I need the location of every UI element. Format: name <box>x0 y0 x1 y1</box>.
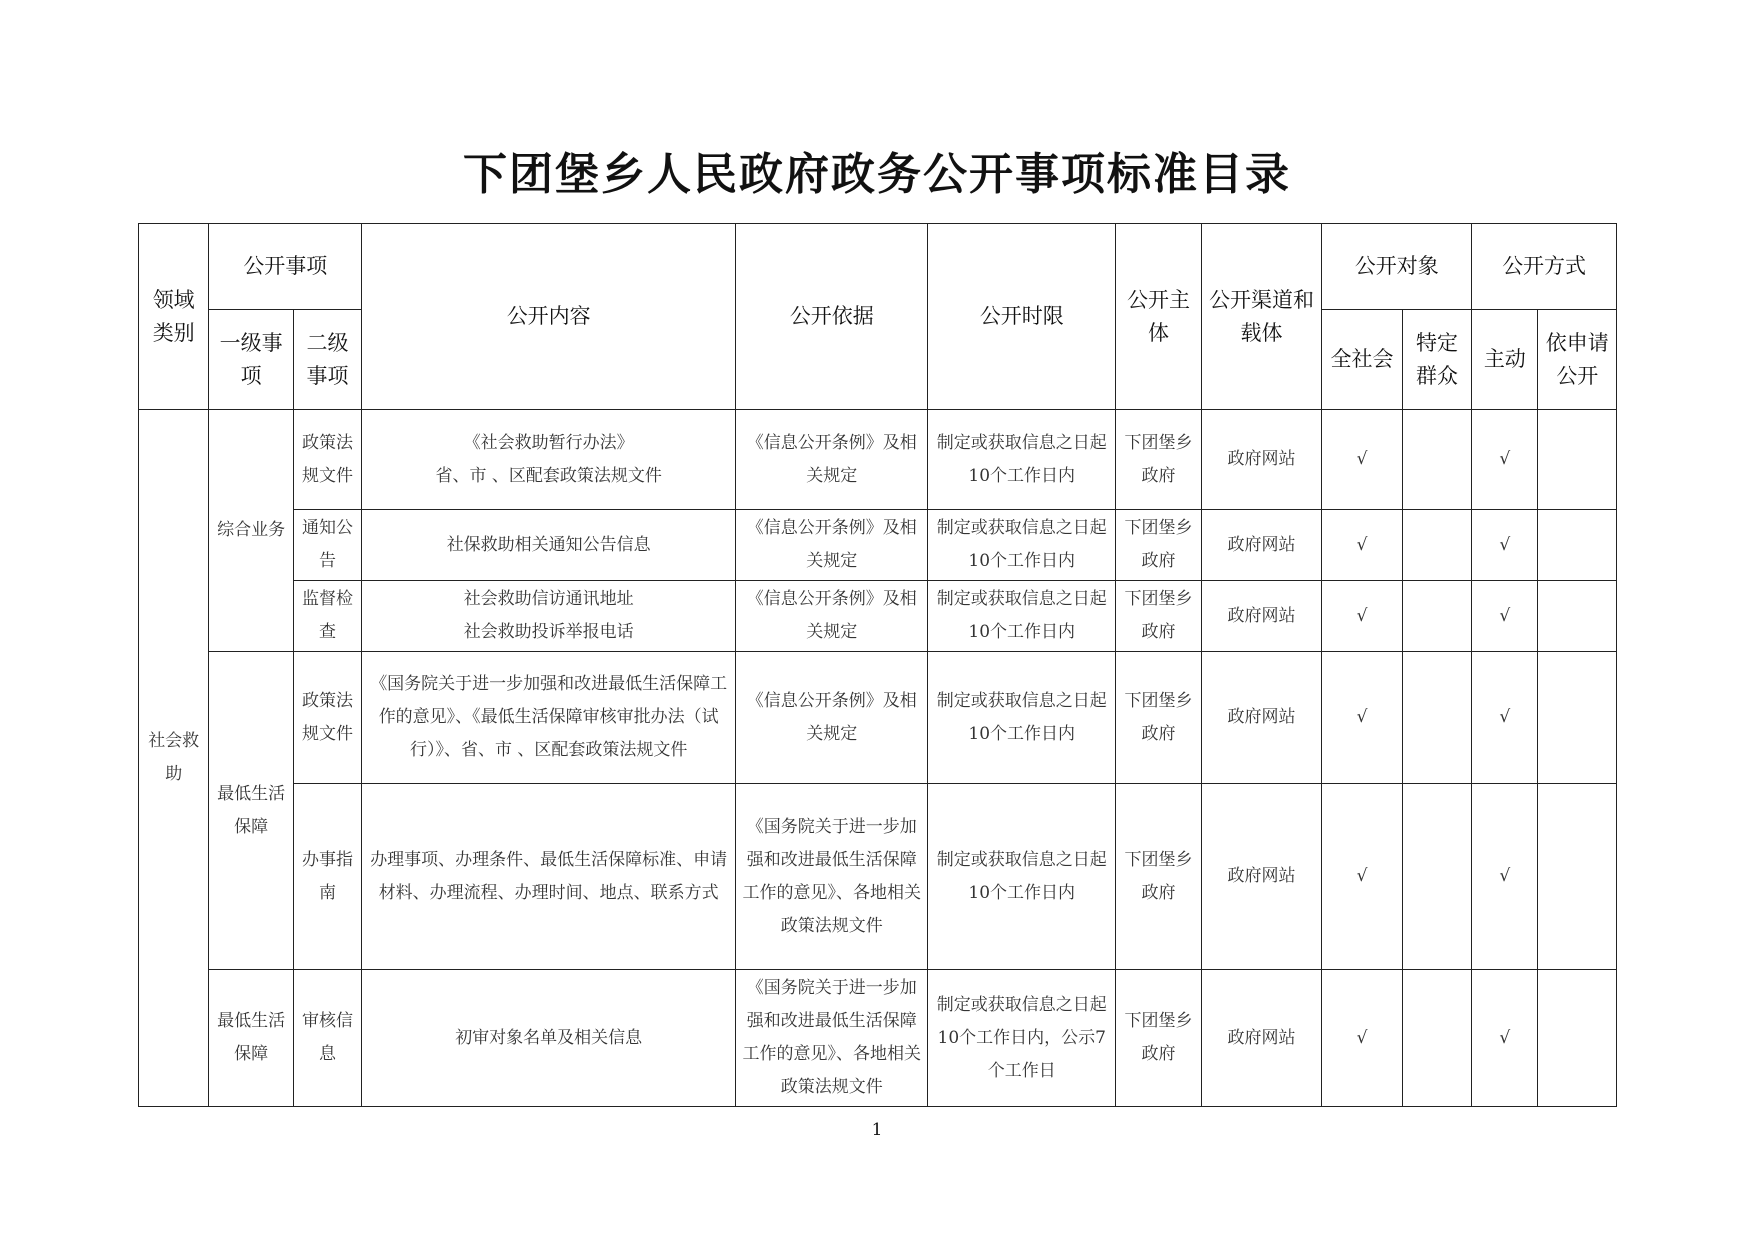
method-active-mark: √ <box>1472 784 1538 970</box>
time-limit-cell: 制定或获取信息之日起10个工作日内 <box>928 410 1116 510</box>
table-row <box>139 510 1617 581</box>
target-all-mark: √ <box>1322 410 1402 510</box>
target-specific-mark <box>1402 410 1471 510</box>
method-apply-mark <box>1538 581 1617 652</box>
catalog-table <box>138 223 1617 1107</box>
content-cell <box>362 970 736 1107</box>
level1-cell: 最低生活保障 <box>209 652 293 970</box>
method-active-mark: √ <box>1472 510 1538 581</box>
target-specific-mark <box>1402 510 1471 581</box>
time-limit-cell: 制定或获取信息之日起10个工作日内 <box>928 510 1116 581</box>
basis-cell: 《国务院关于进一步加强和改进最低生活保障工作的意见》、各地相关政策法规文件 <box>736 784 928 970</box>
header-target-specific: 特定群众 <box>1402 310 1471 410</box>
method-apply-mark <box>1538 510 1617 581</box>
header-channel: 公开渠道和载体 <box>1201 224 1322 410</box>
level2-cell: 办事指南 <box>293 784 361 970</box>
table-row <box>139 410 1617 510</box>
table-row <box>139 970 1617 1107</box>
content-line: 省、市 、区配套政策法规文件 <box>435 465 662 486</box>
content-cell <box>362 581 736 652</box>
channel-cell: 政府网站 <box>1201 410 1322 510</box>
level2-cell: 政策法规文件 <box>293 652 361 784</box>
header-method-active: 主动 <box>1472 310 1538 410</box>
time-limit-cell: 制定或获取信息之日起10个工作日内 <box>928 784 1116 970</box>
header-method-apply: 依申请公开 <box>1538 310 1617 410</box>
level2-cell: 政策法规文件 <box>293 410 361 510</box>
subject-cell: 下团堡乡政府 <box>1116 652 1201 784</box>
channel-cell: 政府网站 <box>1201 970 1322 1107</box>
content-line: 社会救助信访通讯地址 <box>463 589 634 609</box>
channel-cell: 政府网站 <box>1201 581 1322 652</box>
subject-cell: 下团堡乡政府 <box>1116 784 1201 970</box>
method-apply-mark <box>1538 784 1617 970</box>
domain-cell: 社会救助 <box>139 410 209 1107</box>
basis-cell: 《信息公开条例》及相关规定 <box>736 510 928 581</box>
header-domain-category: 领域类别 <box>139 224 209 410</box>
method-active-mark: √ <box>1472 970 1538 1107</box>
target-all-mark: √ <box>1322 970 1402 1107</box>
basis-cell: 《信息公开条例》及相关规定 <box>736 410 928 510</box>
table-row <box>139 652 1617 784</box>
method-apply-mark <box>1538 970 1617 1107</box>
target-all-mark: √ <box>1322 652 1402 784</box>
basis-cell: 《信息公开条例》及相关规定 <box>736 652 928 784</box>
channel-cell: 政府网站 <box>1201 510 1322 581</box>
target-all-mark: √ <box>1322 784 1402 970</box>
content-cell <box>362 410 736 510</box>
table-row <box>139 581 1617 652</box>
header-method: 公开方式 <box>1472 224 1617 310</box>
basis-cell: 《国务院关于进一步加强和改进最低生活保障工作的意见》、各地相关政策法规文件 <box>736 970 928 1107</box>
header-basis: 公开依据 <box>736 224 928 410</box>
subject-cell: 下团堡乡政府 <box>1116 581 1201 652</box>
content-line: 办理事项、办理条件、最低生活保障标准、申请材料、办理流程、办理时间、地点、联系方式 <box>370 849 728 903</box>
target-specific-mark <box>1402 970 1471 1107</box>
subject-cell: 下团堡乡政府 <box>1116 510 1201 581</box>
table-row <box>139 784 1617 970</box>
content-cell <box>362 784 736 970</box>
header-public-item: 公开事项 <box>209 224 362 310</box>
subject-cell: 下团堡乡政府 <box>1116 970 1201 1107</box>
header-target: 公开对象 <box>1322 224 1472 310</box>
content-cell <box>362 652 736 784</box>
page-number: 1 <box>871 1120 883 1140</box>
method-apply-mark <box>1538 410 1617 510</box>
content-line: 《社会救助暂行办法》 <box>463 432 634 453</box>
header-time-limit: 公开时限 <box>928 224 1116 410</box>
time-limit-cell: 制定或获取信息之日起10个工作日内 <box>928 581 1116 652</box>
target-specific-mark <box>1402 652 1471 784</box>
level1-cell: 最低生活保障 <box>209 970 293 1107</box>
target-specific-mark <box>1402 784 1471 970</box>
channel-cell: 政府网站 <box>1201 784 1322 970</box>
content-line: 初审对象名单及相关信息 <box>455 1027 643 1048</box>
content-cell <box>362 510 736 581</box>
content-line: 《国务院关于进一步加强和改进最低生活保障工作的意见》、《最低生活保障审核审批办法（试行）》、省、市 、区配套政策法规文件 <box>370 674 728 760</box>
method-active-mark: √ <box>1472 652 1538 784</box>
subject-cell: 下团堡乡政府 <box>1116 410 1201 510</box>
basis-cell: 《信息公开条例》及相关规定 <box>736 581 928 652</box>
level2-cell: 审核信息 <box>293 970 361 1107</box>
header-subject: 公开主体 <box>1116 224 1201 410</box>
target-all-mark: √ <box>1322 581 1402 652</box>
target-all-mark: √ <box>1322 510 1402 581</box>
header-level2: 二级事项 <box>293 310 361 410</box>
content-line: 社保救助相关通知公告信息 <box>446 534 651 555</box>
target-specific-mark <box>1402 581 1471 652</box>
level2-cell: 通知公告 <box>293 510 361 581</box>
level2-cell: 监督检查 <box>293 581 361 652</box>
page-title: 下团堡乡人民政府政务公开事项标准目录 <box>463 149 1291 200</box>
time-limit-cell: 制定或获取信息之日起10个工作日内，公示7个工作日 <box>928 970 1116 1107</box>
method-active-mark: √ <box>1472 581 1538 652</box>
method-active-mark: √ <box>1472 410 1538 510</box>
content-line: 社会救助投诉举报电话 <box>463 622 634 642</box>
header-target-all: 全社会 <box>1322 310 1402 410</box>
channel-cell: 政府网站 <box>1201 652 1322 784</box>
header-level1: 一级事项 <box>209 310 293 410</box>
method-apply-mark <box>1538 652 1617 784</box>
header-content: 公开内容 <box>362 224 736 410</box>
time-limit-cell: 制定或获取信息之日起10个工作日内 <box>928 652 1116 784</box>
level1-cell: 综合业务 <box>209 410 293 652</box>
